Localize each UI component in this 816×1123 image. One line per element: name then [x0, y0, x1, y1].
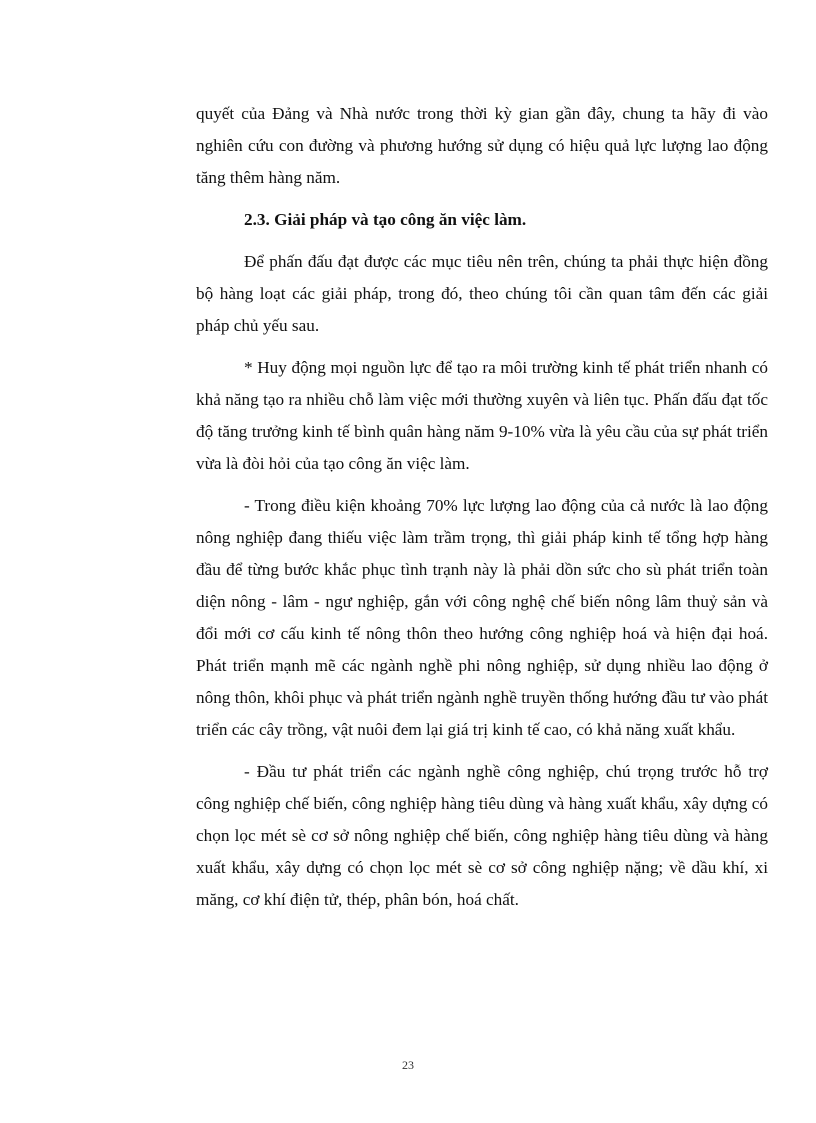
page-number: 23 — [402, 1058, 414, 1072]
paragraph-intro: Để phấn đấu đạt được các mục tiêu nên trên, chúng ta phải thực hiện đồng bộ hàng loạt các giải pháp, trong đó, theo chúng tôi cần quan tâm đến các giải pháp chủ yếu sau. — [196, 252, 768, 335]
section-heading: 2.3. Giải pháp và tạo công ăn việc làm. — [244, 210, 527, 229]
paragraph-mobilize-resources: * Huy động mọi nguồn lực để tạo ra môi trường kinh tế phát triển nhanh có khả năng tạo ra nhiều chỗ làm việc mới thường xuyên và liên tục. Phấn đấu đạt tốc độ tăng trưởng kinh tế bình quân hàng năm 9-10% vừa là yêu cầu của sự phát triển vừa là đòi hỏi của tạo công ăn việc làm. — [196, 358, 768, 473]
body-text — [196, 98, 768, 926]
paragraph-industry: - Đầu tư phát triển các ngành nghề công nghiệp, chú trọng trước hỗ trợ công nghiệp chế biến, công nghiệp hàng tiêu dùng và hàng xuất khẩu, xây dựng có chọn lọc mét sè cơ sở nông nghiệp chế biến, công nghiệp hàng tiêu dùng và hàng xuất khẩu, xây dựng có chọn lọc mét sè cơ sở công nghiệp nặng; về dầu khí, xi măng, cơ khí điện tử, thép, phân bón, hoá chất. — [196, 762, 768, 909]
paragraph-agriculture: - Trong điều kiện khoảng 70% lực lượng lao động của cả nước là lao động nông nghiệp đang thiếu việc làm trầm trọng, thì giải pháp kinh tế tổng hợp hàng đầu để từng bước khắc phục tình trạnh này là phải dồn sức cho sù phát triển toàn diện nông - lâm - ngư nghiệp, gắn với công nghệ chế biến nông lâm thuỷ sản và đổi mới cơ cấu kinh tế nông thôn theo hướng công nghiệp hoá và hiện đại hoá. Phát triển mạnh mẽ các ngành nghề phi nông nghiệp, sử dụng nhiều lao động ở nông thôn, khôi phục và phát triển ngành nghề truyền thống hướng đầu tư vào phát triển các cây trồng, vật nuôi đem lại giá trị kinh tế cao, có khả năng xuất khẩu. — [196, 496, 768, 739]
paragraph-continuation: quyết của Đảng và Nhà nước trong thời kỳ gian gần đây, chung ta hãy đi vào nghiên cứu con đường và phương hướng sử dụng có hiệu quả lực lượng lao động tăng thêm hàng năm. — [196, 104, 768, 187]
